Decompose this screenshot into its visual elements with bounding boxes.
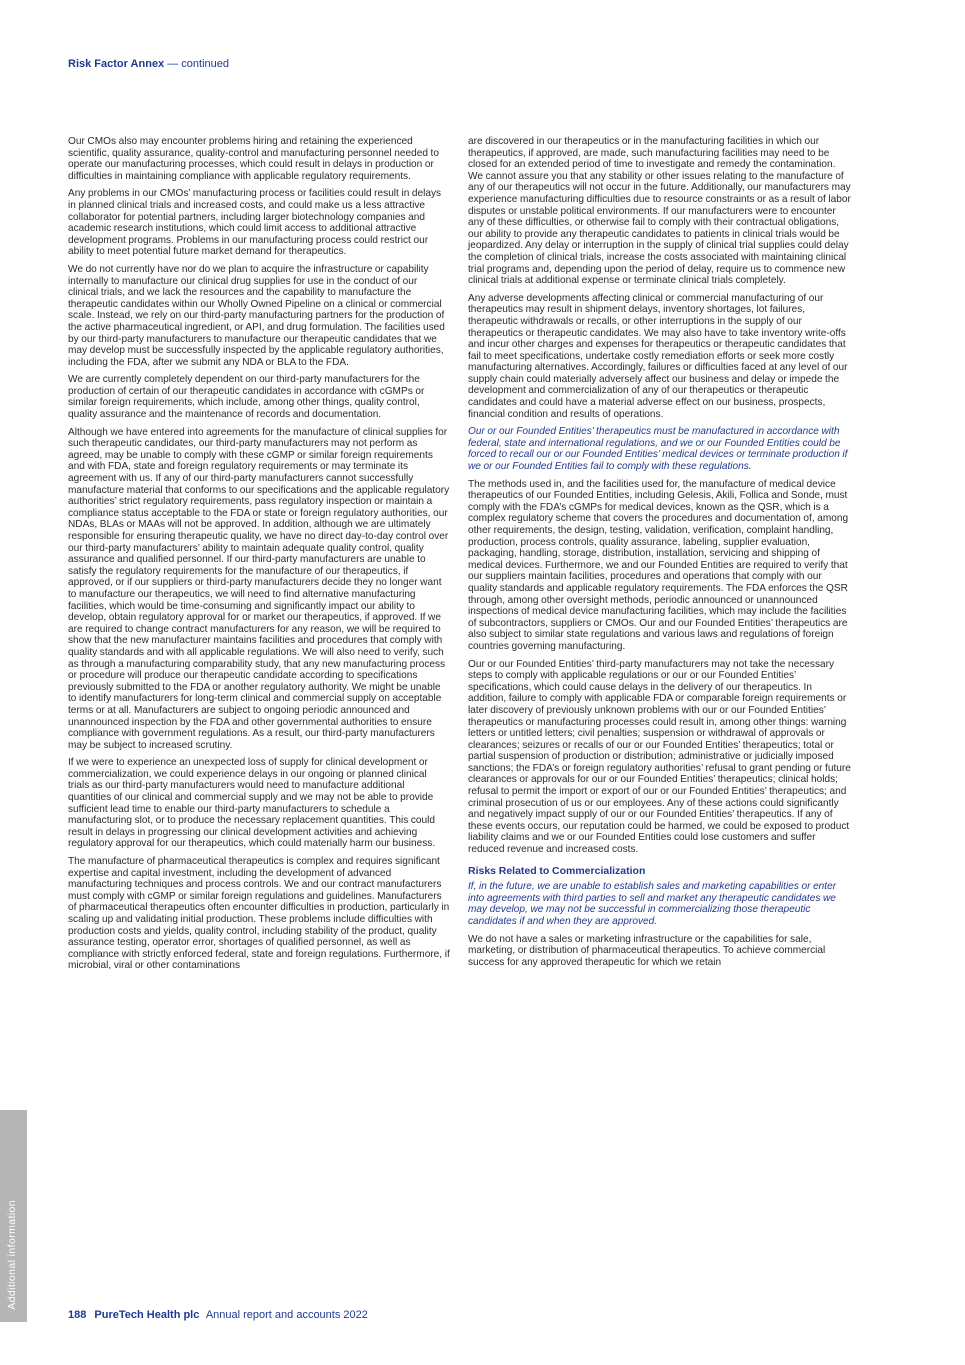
paragraph: Any problems in our CMOs’ manufacturing process or facilities could result in delays in planned clinical trials and increased costs, and could make us a less attractive collaborator for potential partners, including larger biotechnology companies and academic research institutions, which could limit access to additional attractive development programs. Problems in our manufacturing process could restrict our ability to meet potential future market demand for therapeutics. (68, 188, 442, 258)
page-number: 188 (68, 1309, 87, 1321)
page-footer (68, 1309, 368, 1322)
risk-statement-italic: If, in the future, we are unable to establish sales and marketing capabilities or enter into agreements with third parties to sell and market any therapeutic candidates we may develop, we may not be successful in commercializing those therapeutic candidates if and when they are approved. (468, 881, 837, 927)
section-heading: Risks Related to Commercialization (468, 864, 646, 877)
company-name: PureTech Health plc (94, 1309, 200, 1321)
paragraph: The manufacture of pharmaceutical therapeutics is complex and requires significant expertise and capital investment, including the development of advanced manufacturing techniques and process controls. We and our contract manufacturers must comply with cGMP or similar foreign regulations and guidelines. Manufacturers of pharmaceutical therapeutics often encounter difficulties in production, particularly in scaling up and validating initial production. These problems include difficulties with production costs and yields, quality control, including stability of the product, quality assurance testing, operator error, shortages of qualified personnel, as well as compliance with strictly enforced federal, state and foreign regulations. Furthermore, if microbial, viral or other contaminations (68, 856, 450, 972)
report-title: Annual report and accounts 2022 (205, 1309, 368, 1321)
paragraph: We do not currently have nor do we plan to acquire the infrastructure or capability internally to manufacture our clinical drug supplies for use in the conduct of our clinical trials, and we lack the resources and the capability to manufacture the therapeutic candidates within our Wholly Owned Pipeline on a clinical or commercial scale. Instead, we rely on our third-party manufacturing partners for the production of the active pharmaceutical ingredient, or API, and drug formulation. The facilities used by our third-party manufacturers to manufacture our therapeutic candidates that we may develop must be successfully inspected by the applicable regulatory authorities, including the FDA, after we submit any NDA or BLA to the FDA. (68, 263, 445, 368)
paragraph: Our CMOs also may encounter problems hiring and retaining the experienced scientific, quality assurance, quality-control and manufacturing personnel needed to operate our manufacturing processes, which could result in delays in production or difficulties in maintaining compliance with applicable regulatory requirements. (68, 136, 439, 182)
paragraph: We do not have a sales or marketing infrastructure or the capabilities for sale, marketing, or distribution of pharmaceutical therapeutics. To achieve commercial success for any approved therapeutic for which we retain (468, 933, 826, 968)
paragraph: We are currently completely dependent on our third-party manufacturers for the production of certain of our therapeutic candidates in accordance with cGMPs or similar foreign requirements, which include, among other things, quality control, quality assurance and the maintenance of records and documentation. (68, 374, 425, 421)
running-header (68, 58, 229, 71)
paragraph: Although we have entered into agreements for the manufacture of clinical supplies for such therapeutic candidates, our third-party manufacturers may not perform as agreed, may be unable to comply with these cGMP or similar foreign requirements and with FDA, state and foreign regulatory requirements or may terminate its agreement with us. If any of our third-party manufacturers cannot successfully manufacture material that conforms to our specifications and the applicable regulatory authorities’ strict regulatory requirements, pass regulatory inspection or maintain a compliance status acceptable to the FDA or state or foreign regulatory authorities, our NDAs, BLAs or MAAs will not be approved. In addition, although we are ultimately responsible for ensuring therapeutic quality, we have no direct day-to-day control over our third-party manufacturers’ ability to maintain adequate quality control, quality assurance and qualified personnel. If our third-party manufacturers are unable to satisfy the regulatory requirements for the manufacture of our therapeutics, if approved, or if our suppliers or third-party manufacturers decide they no longer want to manufacture our therapeutics, we will need to find alternative manufacturing facilities, which would be time-consuming and significantly impact our ability to develop, obtain regulatory approval for or market our therapeutics, if approved. If we are required to change contract manufacturers for any reason, we will be required to show that the new manufacturer maintains facilities and procedures that comply with quality standards and with all applicable regulations. We will also need to verify, such as through a manufacturing comparability study, that any new manufacturing process or procedure will produce our therapeutic candidate according to specifications previously submitted to the FDA or another regulatory authority. We might be unable to identify manufacturers for long-term clinical and commercial supply on acceptable terms or at all. Manufacturers are subject to ongoing periodic announced and unannounced inspection by the FDA and other governmental authorities to ensure compliance with government regulations. As a result, our third-party manufacturers may be subject to increased scrutiny. (68, 426, 450, 751)
right-column (468, 136, 852, 974)
paragraph: The methods used in, and the facilities used for, the manufacture of medical device therapeutics of our Founded Entities, including Gelesis, Akili, Follica and Sonde, must comply with the FDA’s cGMPs for medical devices, known as the QSR, which is a complex regulatory scheme that covers the procedures and documentation of, among other requirements, the design, testing, validation, verification, complaint handling, production, process controls, quality assurance, labeling, supplier evaluation, packaging, handling, storage, distribution, installation, servicing and shipping of medical devices. Furthermore, we and our Founded Entities are required to verify that our suppliers maintain facilities, procedures and operations that comply with our quality standards and applicable regulatory requirements. The FDA enforces the QSR through, among other oversight methods, periodic announced or unannounced inspections of medical device manufacturing facilities, which may include the facilities of subcontractors, suppliers or CMOs. Our and our Founded Entities’ therapeutics are also subject to similar state regulations and various laws and regulations of foreign countries governing manufacturing. (468, 478, 849, 652)
paragraph: If we were to experience an unexpected loss of supply for clinical development or commercialization, we could experience delays in our ongoing or planned clinical trials as our third-party manufacturers would need to manufacture additional quantities of our clinical and commercial supply and we may not be able to provide sufficient lead time to enable our third-party manufacturers to schedule a manufacturing slot, or to produce the necessary replacement quantities. This could result in delays in progressing our clinical development activities and achieving regulatory approval for our therapeutics, which could materially harm our business. (68, 757, 436, 850)
continued-label: — continued (167, 58, 230, 70)
section-title: Risk Factor Annex (68, 58, 165, 70)
paragraph: are discovered in our therapeutics or in the manufacturing facilities in which our therapeutics, if approved, are made, such manufacturing facilities may need to be closed for an extended period of time to investigate and remedy the contamination. We cannot assure you that any stability or other issues relating to the manufacture of any of our therapeutics will not occur in the future. Additionally, our manufacturers may experience manufacturing difficulties due to resource constraints or as a result of labor disputes or unstable political environments. If our manufacturers were to encounter any of these difficulties, or otherwise fail to comply with their contractual obligations, our ability to provide any therapeutic candidates to patients in clinical trials would be jeopardized. Any delay or interruption in the supply of clinical trial supplies could delay the completion of clinical trials, increase the costs associated with maintaining clinical trial programs and, depending upon the period of delay, require us to commence new clinical trials at additional expense or terminate clinical trials completely. (468, 136, 851, 287)
side-tab-label: Additional information (6, 1200, 18, 1310)
paragraph: Any adverse developments affecting clinical or commercial manufacturing of our therapeutics may result in shipment delays, inventory shortages, lot failures, therapeutic withdrawals or recalls, or other interruptions in the supply of our therapeutics or therapeutic candidates. We may also have to take inventory write-offs and incur other charges and expenses for therapeutics or therapeutic candidates that fail to meet specifications, undertake costly remediation efforts or seek more costly manufacturing alternatives. Accordingly, failures or difficulties faced at any level of our supply chain could materially adversely affect our business and delay or impede the development and commercialization of any of our therapeutics or therapeutic candidates and could have a material adverse effect on our business, prospects, financial condition and results of operations. (468, 292, 848, 420)
side-tab (0, 1110, 27, 1322)
left-column (68, 136, 450, 978)
risk-statement-italic: Our or our Founded Entities’ therapeutics must be manufactured in accordance with federal, state and international regulations, and we or our Founded Entities could be forced to recall our or our Founded Entities’ medical devices or terminate production if we or our Founded Entities fail to comply with these regulations. (468, 426, 848, 473)
paragraph: Our or our Founded Entities’ third-party manufacturers may not take the necessary steps to comply with applicable regulations or our or our Founded Entities’ specifications, which could cause delays in the delivery of our therapeutics. In addition, failure to comply with applicable FDA or comparable foreign requirements or later discovery of previously unknown problems with our or our Founded Entities’ therapeutics or manufacturing processes could result in, among other things: warning letters or untitled letters; civil penalties; suspension or withdrawal of approvals or clearances; seizures or recalls of our or our Founded Entities’ therapeutics; total or partial suspension of production or distribution; administrative or judicially imposed sanctions; the FDA’s or foreign regulatory authorities’ refusal to grant pending or future clearances or approvals for our or our Founded Entities’ therapeutics; clinical holds; refusal to permit the import or export of our or our Founded Entities’ therapeutics; and criminal prosecution of us or our employees. Any of these actions could significantly and negatively impact supply of our or our Founded Entities’ therapeutics. If any of these events occurs, our reputation could be harmed, we could be exposed to product liability claims and we or our Founded Entities could lose customers and suffer reduced revenue and increased costs. (468, 658, 851, 856)
